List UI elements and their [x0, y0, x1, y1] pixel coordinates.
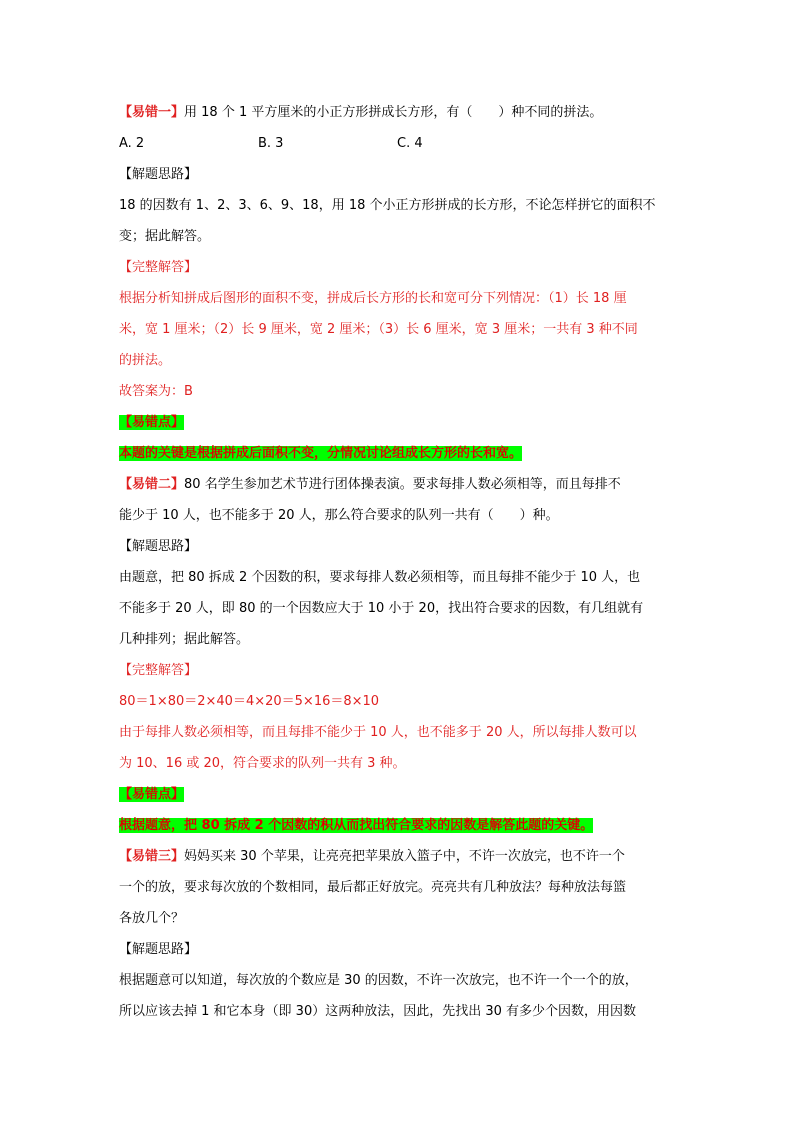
q1-point-label: 【易错点】 — [119, 415, 185, 430]
q2-stem-line-1 — [119, 476, 621, 494]
q3-stem-1: 妈妈买来 30 个苹果，让亮亮把苹果放入篮子中，不许一次放完，也不许一个 — [184, 849, 625, 864]
q2-thinking-label: 【解题思路】 — [119, 539, 198, 554]
q3-stem-line-1 — [119, 848, 625, 866]
q3-thinking-line-2: 所以应该去掉 1 和它本身（即 30）这两种放法，因此，先找出 30 有多少个因数，用因数 — [119, 1004, 637, 1019]
q1-point: 本题的关键是根据拼成后面积不变，分情况讨论组成长方形的长和宽。 — [119, 446, 523, 461]
q2-tag: 【易错二】 — [119, 477, 185, 492]
q1-tag: 【易错一】 — [119, 105, 185, 120]
q3-stem-line-3: 各放几个？ — [119, 911, 185, 926]
q2-thinking-line-1: 由题意，把 80 拆成 2 个因数的积，要求每排人数必须相等，而且每排不能少于 10 人，也 — [119, 570, 641, 585]
q1-answer-line-2: 米，宽 1 厘米；（2）长 9 厘米，宽 2 厘米；（3）长 6 厘米，宽 3 厘米；一共有 3 种不同 — [119, 322, 638, 337]
q2-point-line — [119, 817, 593, 835]
q2-point-label-line — [119, 786, 184, 804]
q2-stem-1: 80 名学生参加艺术节进行团体操表演。要求每排人数必须相等，而且每排不 — [184, 477, 621, 492]
q1-final-answer: 故答案为：B — [119, 384, 193, 399]
q1-point-label-line — [119, 414, 184, 432]
q1-stem-line — [119, 104, 602, 122]
q1-option-b: B. 3 — [258, 136, 284, 151]
q2-thinking-line-3: 几种排列；据此解答。 — [119, 632, 250, 647]
q3-thinking-line-1: 根据题意可以知道，每次放的个数应是 30 的因数，不许一次放完，也不许一个一个的放， — [119, 973, 638, 988]
q1-thinking-label: 【解题思路】 — [119, 167, 198, 182]
q1-option-c: C. 4 — [397, 136, 423, 151]
q2-point-label: 【易错点】 — [119, 787, 185, 802]
q2-point: 根据题意，把 80 拆成 2 个因数的积从而找出符合要求的因数是解答此题的关键。 — [119, 818, 594, 833]
q1-stem: 用 18 个 1 平方厘米的小正方形拼成长方形，有（ ）种不同的拼法。 — [184, 105, 603, 120]
q2-answer-label: 【完整解答】 — [119, 663, 198, 678]
q3-thinking-label: 【解题思路】 — [119, 942, 198, 957]
q2-thinking-line-2: 不能多于 20 人，即 80 的一个因数应大于 10 小于 20，找出符合要求的因数，有几组就有 — [119, 601, 644, 616]
q3-stem-line-2: 一个的放，要求每次放的个数相同，最后都正好放完。亮亮共有几种放法？每种放法每篮 — [119, 880, 627, 895]
q1-answer-line-1: 根据分析知拼成后图形的面积不变，拼成后长方形的长和宽可分下列情况：（1）长 18 厘 — [119, 291, 627, 306]
q1-point-line — [119, 445, 522, 463]
q3-tag: 【易错三】 — [119, 849, 185, 864]
q2-answer-line-2: 由于每排人数必须相等，而且每排不能少于 10 人，也不能多于 20 人，所以每排人数可以 — [119, 725, 637, 740]
q1-answer-line-3: 的拼法。 — [119, 353, 172, 368]
q1-option-a: A. 2 — [119, 136, 145, 151]
q2-answer-line-3: 为 10、16 或 20，符合要求的队列一共有 3 种。 — [119, 756, 406, 771]
q2-answer-line-1: 80＝1×80＝2×40＝4×20＝5×16＝8×10 — [119, 694, 380, 709]
q1-thinking-line-1: 18 的因数有 1、2、3、6、9、18，用 18 个小正方形拼成的长方形，不论怎样拼它的面积不 — [119, 198, 656, 213]
q1-thinking-line-2: 变；据此解答。 — [119, 229, 211, 244]
q1-answer-label: 【完整解答】 — [119, 260, 198, 275]
q2-stem-line-2: 能少于 10 人，也不能多于 20 人，那么符合要求的队列一共有（ ）种。 — [119, 508, 559, 523]
